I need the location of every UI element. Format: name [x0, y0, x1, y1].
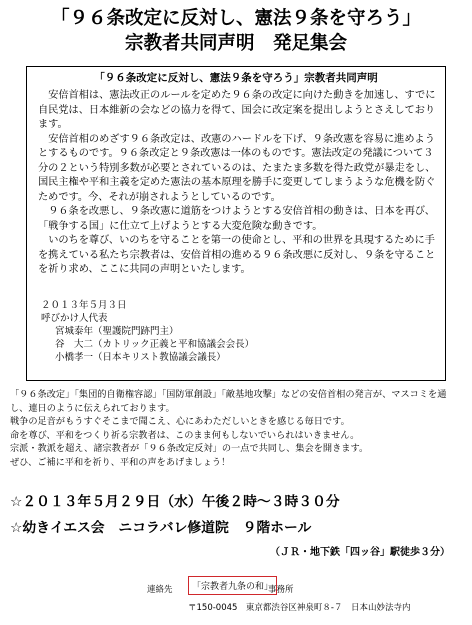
statement-body [38, 89, 438, 278]
notes-line: 戦争の足音がもうすぐそこまで聞こえ、心にあわただしいときを感じる毎日です。 [10, 416, 350, 428]
notes-line: 「９６条改定」「集団的自衛権容認」「国防軍創設」「敵基地攻撃」などの安倍首相の発言が、マスコミを通 [10, 389, 447, 400]
statement-box [26, 66, 446, 381]
page-title-line1: 「９６条改定に反対し、憲法９条を守ろう」 [50, 8, 421, 29]
notes-section [10, 388, 462, 470]
statement-date: ２０１３年５月３日 [41, 300, 127, 311]
notes-line: 宗派・教派を超え、諸宗教者が「９６条改定反対」の一点で共同し、集会を開きます。 [10, 443, 369, 455]
statement-paragraph: 安倍首相は、憲法改正のルールを定めた９６条の改定に向けた動きを加速し、すでに自民党は、日本維新の会などの協力を得て、国会に改定案を提出しようとさえしております。 [38, 90, 436, 130]
event-access: （ＪＲ・地下鉄「四ッ谷」駅徒歩３分） [270, 547, 450, 558]
contact-address: 〒150-0045 東京都渋谷区神泉町８-７ 日本山妙法寺内 [188, 603, 411, 613]
signatory: 宮城泰年（聖護院門跡門主） [55, 326, 179, 337]
notes-line: ぜひ、ご補に平和を祈り、平和の声をあげましょう！ [10, 456, 231, 468]
contact-organization-box: 「宗教者九条の和」 [188, 576, 277, 595]
contact-office: 事務所 [268, 585, 294, 595]
event-place: ☆幼きイエス会 ニコラバレ修道院 ９階ホール [10, 520, 312, 536]
statement-paragraph: 安倍首相のめざす９６条改定は、改憲のハードルを下げ、９条改憲を容易に進めようとするものです。９６条改定と９条改憲は一体のものです。憲法改定の発議について３分の２という特別多数が必要とされているのは、たまたま多数を得た政党が暴走をし、国民主権や平和主義を定めた憲法の基本原理を勝手に変更してしまうような危機を防ぐためです。今、それが崩されようとしているのです。 [38, 133, 436, 203]
statement-paragraph: いのちを尊び、いのちを守ることを第一の使命とし、平和の世界を具現するために手を携えている私たち宗教者は、安倍首相の進める９６条改悪に反対し、９条を守ることを祈り求め、ここに共同の声明といたします。 [38, 235, 436, 275]
statement-paragraph: ９６条を改悪し、９条改憲に道筋をつけようとする安倍首相の動きは、日本を再び、「戦争する国」に仕立て上げようとする大変危険な動きです。 [38, 206, 435, 232]
statement-heading: 「９６条改定に反対し、憲法９条を守ろう」宗教者共同声明 [94, 72, 378, 84]
signatory: 谷 大二（カトリック正義と平和協議会会長） [55, 339, 255, 350]
signatory: 小橋孝一（日本キリスト教協議会議長） [55, 352, 226, 363]
callers-label: 呼びかけ人代表 [41, 313, 108, 324]
event-date: ☆２０１３年５月２９日（水）午後２時～３時３０分 [10, 494, 340, 510]
notes-line: し、連日のように伝えられております。 [10, 402, 175, 414]
notes-line: 命を尊び、平和をつくり祈る宗教者は、このまま何もしないでいられはいきません。 [10, 429, 360, 441]
contact-label: 連絡先 [147, 585, 173, 595]
page-title-line2: 宗教者共同声明 発足集会 [124, 33, 347, 54]
statement-meta [41, 299, 421, 364]
